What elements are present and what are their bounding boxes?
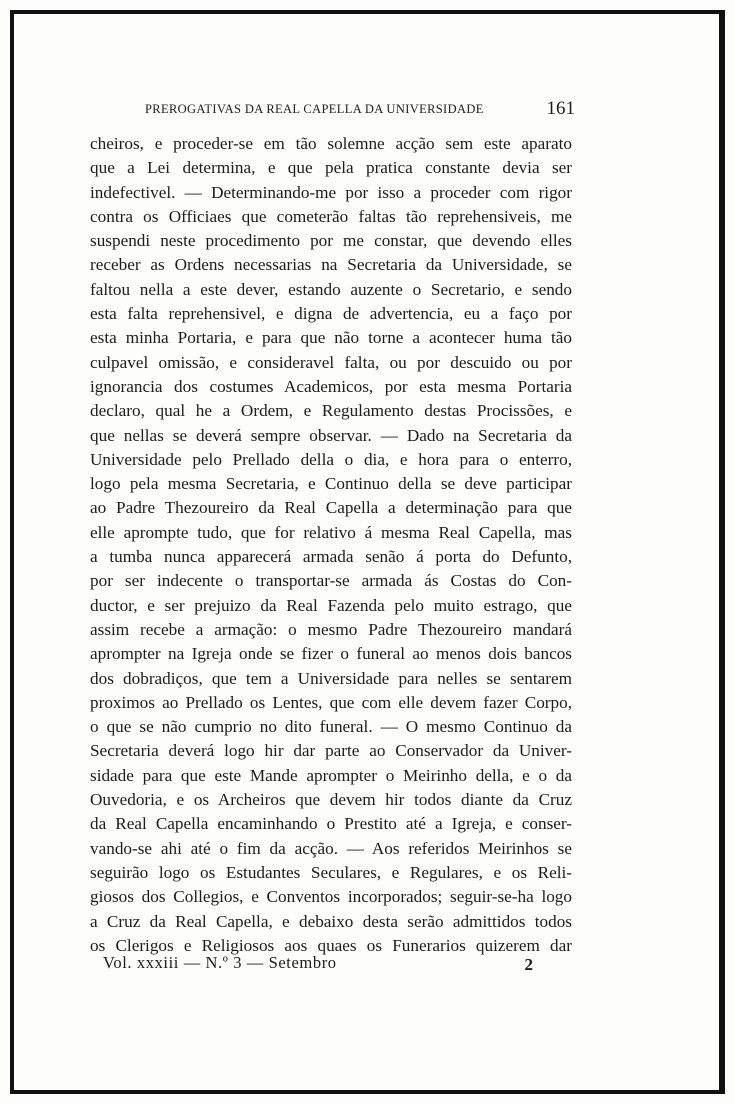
- text-line: cheiros, e proceder-se em tão solemne acção sem este aparato: [90, 134, 572, 153]
- text-line: faltou nella a este dever, estando auzente o Secretario, e sendo: [90, 279, 572, 299]
- text-line: a Cruz da Real Capella, e debaixo desta serão admittidos todos: [90, 911, 572, 931]
- signature-mark: 2: [524, 955, 533, 974]
- text-line: da Real Capella encaminhando o Prestito até a Igreja, e conser-: [90, 814, 572, 834]
- text-line: Secretaria deverá logo hir dar parte ao Conservador da Univer-: [90, 741, 572, 761]
- text-line: proximos ao Prellado os Lentes, que com elle devem fazer Corpo,: [90, 692, 572, 712]
- page-footer: [103, 953, 533, 977]
- text-line: ignorancia dos costumes Academicos, por esta mesma Portaria: [90, 376, 572, 396]
- text-line: sidade para que este Mande aprompter o Meirinho della, e o da: [90, 765, 572, 785]
- text-line: Universidade pelo Prellado della o dia, e hora para o enterro,: [90, 449, 572, 469]
- text-line: logo pela mesma Secretaria, e Continuo della se deve participar: [90, 474, 572, 494]
- text-line: suspendi neste procedimento por me constar, que devendo elles: [90, 231, 572, 251]
- text-line: receber as Ordens necessarias na Secretaria da Universidade, se: [90, 255, 572, 275]
- text-line: aprompter na Igreja onde se fizer o funeral ao menos dois bancos: [90, 644, 572, 664]
- text-line: giosos dos Collegios, e Conventos incorporados; seguir-se-ha logo: [90, 887, 572, 907]
- text-line: a tumba nunca apparecerá armada senão á porta do Defunto,: [90, 547, 572, 567]
- text-line: ao Padre Thezoureiro da Real Capella a determinação para que: [90, 498, 572, 518]
- text-line: indefectivel. — Determinando-me por isso a proceder com rigor: [90, 182, 572, 202]
- page-number: 161: [546, 98, 575, 119]
- text-line: elle apromptе tudo, que for relativo á mesma Real Capella, mas: [90, 522, 572, 542]
- text-line: seguirão logo os Estudantes Seculares, e Regulares, e os Reli-: [90, 862, 572, 882]
- text-line: que a Lei determina, e que pela pratica constante devia ser: [90, 158, 572, 178]
- text-line: culpavel omissão, e consideravel falta, ou por descuido ou por: [90, 352, 572, 372]
- text-line: contra os Officiaes que cometerão faltas tão reprehensiveis, me: [90, 206, 572, 226]
- text-line: por ser indecente o transportar-se armada ás Costas do Con-: [90, 571, 572, 591]
- text-line: o que se não cumprio no dito funeral. — O mesmo Continuo da: [90, 717, 572, 737]
- text-line: Ouvedoria, e os Archeiros que devem hir todos diante da Cruz: [90, 790, 572, 810]
- running-head: PREROGATIVAS DA REAL CAPELLA DA UNIVERSIDADE: [145, 102, 484, 116]
- text-line: esta falta reprehensivel, e digna de advertencia, eu a faço por: [90, 304, 572, 324]
- signature-line: Vol. xxxiii — N.º 3 — Setembro: [103, 953, 337, 972]
- text-line: declaro, qual he a Ordem, e Regulamento destas Procissões, e: [90, 401, 572, 421]
- page-header: [145, 98, 575, 120]
- text-line: que nellas se deverá sempre observar. — Dado na Secretaria da: [90, 425, 572, 445]
- text-line: esta minha Portaria, e para que não torne a acontecer huma tão: [90, 328, 572, 348]
- body-text: [90, 132, 572, 958]
- text-line: assim recebe a armação: o mesmo Padre Thezoureiro mandará: [90, 619, 572, 639]
- text-line: vando-se ahi até o fim da acção. — Aos referidos Meirinhos se: [90, 838, 572, 858]
- text-line: dos dobradiços, que tem a Universidade para nelles se sentarem: [90, 668, 572, 688]
- text-line: ductor, e ser prejuizo da Real Fazenda pelo muito estrago, que: [90, 595, 572, 615]
- text-line: os Clerigos e Religiosos aos quaes os Funerarios quizerem dar: [90, 935, 572, 955]
